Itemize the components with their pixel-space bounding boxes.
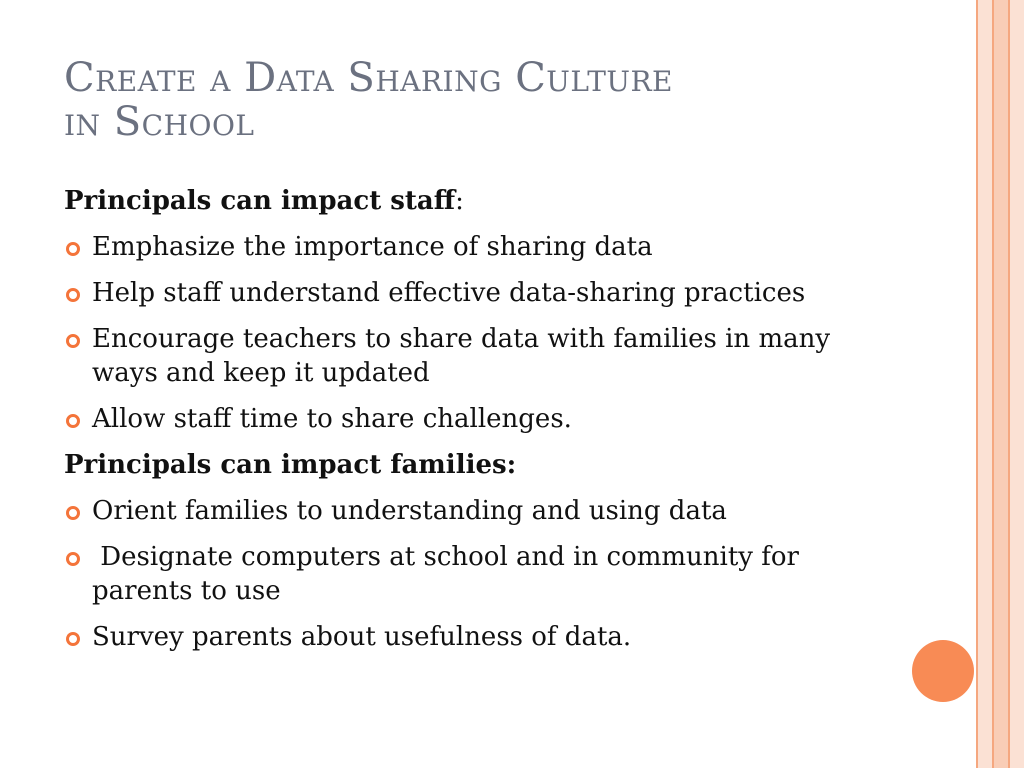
bullet-item bbox=[64, 276, 904, 310]
bullet-text: Allow staff time to share challenges. bbox=[92, 404, 572, 434]
bullet-circle-icon bbox=[66, 242, 80, 256]
bullet-item bbox=[64, 402, 904, 436]
bullet-text: Survey parents about usefulness of data. bbox=[92, 622, 632, 652]
bullet-item bbox=[64, 230, 904, 264]
bullet-text: Designate computers at school and in community for parents to use bbox=[92, 542, 808, 606]
bullet-item bbox=[64, 494, 904, 528]
decorative-border-line bbox=[992, 0, 994, 768]
section-staff bbox=[64, 184, 904, 436]
bullet-circle-icon bbox=[66, 334, 80, 348]
bullet-circle-icon bbox=[66, 288, 80, 302]
bullet-item bbox=[64, 620, 904, 654]
decorative-border-line bbox=[1008, 0, 1010, 768]
decorative-border-line bbox=[976, 0, 978, 768]
bullet-list bbox=[64, 230, 904, 436]
bullet-text: Encourage teachers to share data with families in many ways and keep it updated bbox=[92, 324, 831, 388]
bullet-circle-icon bbox=[66, 552, 80, 566]
slide-title-line: Create a Data Sharing Culture bbox=[64, 55, 673, 101]
bullet-circle-icon bbox=[66, 632, 80, 646]
bullet-text: Orient families to understanding and using data bbox=[92, 496, 727, 526]
decorative-border-stripe bbox=[994, 0, 1008, 768]
bullet-circle-icon bbox=[66, 506, 80, 520]
slide-content bbox=[64, 184, 904, 666]
bullet-item bbox=[64, 540, 904, 608]
slide-title bbox=[64, 56, 924, 144]
section-heading-text: Principals can impact families: bbox=[64, 450, 517, 480]
bullet-text: Help staff understand effective data-sharing practices bbox=[92, 278, 806, 308]
bullet-list bbox=[64, 494, 904, 654]
slide-title-line: in School bbox=[64, 99, 255, 145]
section-heading-text: Principals can impact staff bbox=[64, 186, 456, 216]
bullet-circle-icon bbox=[66, 414, 80, 428]
section-heading bbox=[64, 184, 904, 218]
section-heading bbox=[64, 448, 904, 482]
section-families bbox=[64, 448, 904, 654]
bullet-item bbox=[64, 322, 904, 390]
bullet-text: Emphasize the importance of sharing data bbox=[92, 232, 653, 262]
section-heading-suffix: : bbox=[455, 186, 464, 216]
decorative-circle bbox=[912, 640, 974, 702]
